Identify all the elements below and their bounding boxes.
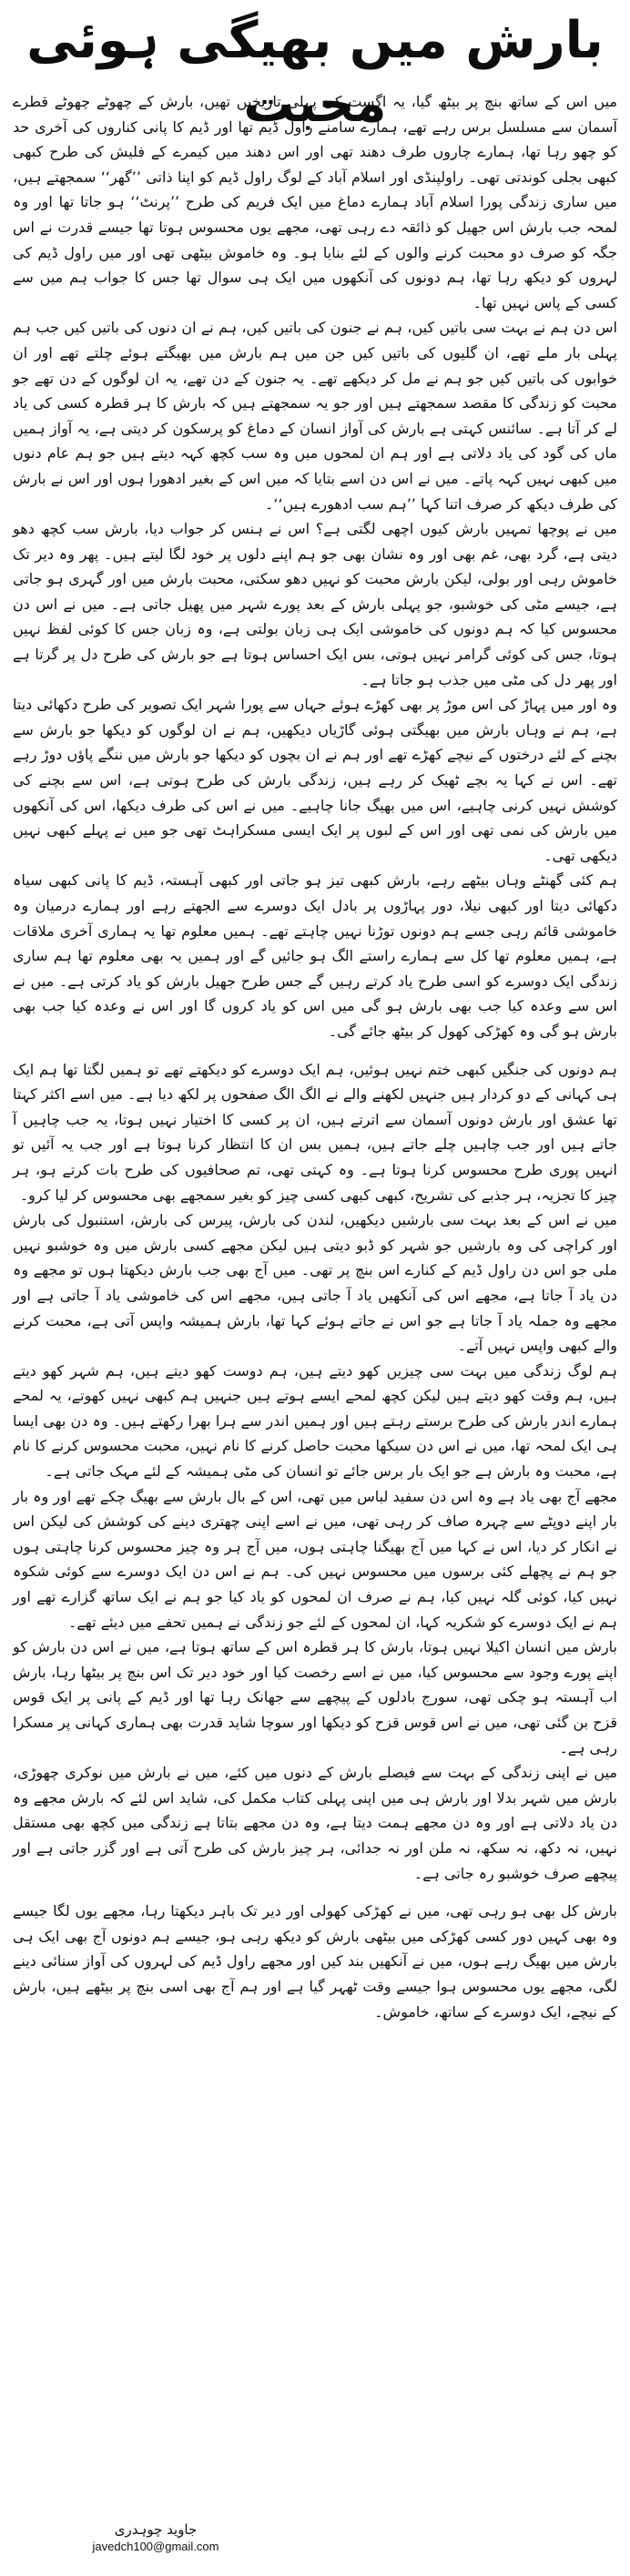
article-body bbox=[13, 89, 617, 2024]
author-name: جاوید چوہدری bbox=[114, 2521, 198, 2538]
article-paragraph: بارش میں انسان اکیلا نہیں ہوتا، بارش کا ہر قطرہ اس کے ساتھ ہوتا ہے، میں نے اس دن بارش کو اپنے پورے وجود سے محسوس کیا، میں نے اسے رخصت کیا اور خود دیر تک اس بنچ پر بیٹھا رہا، بارش اب آہستہ ہو چکی تھی، سورج بادلوں کے پیچھے سے جھانک رہا تھا اور ڈیم کے پانی پر ایک قوس قزح بن گئی تھی، میں نے اس قوس قزح کو دیکھا اور سوچا شاید قدرت بھی ہماری کہانی پر مسکرا رہی ہے۔ bbox=[13, 1638, 617, 1756]
article-paragraph: ہم کئی گھنٹے وہاں بیٹھے رہے، بارش کبھی تیز ہو جاتی اور کبھی آہستہ، ڈیم کا پانی کبھی سیاہ دکھائی دیتا اور کبھی نیلا، دور پہاڑوں پر بادل ایک دوسرے سے الجھتے رہے اور ہمارے درمیان وہ خاموشی قائم رہی جسے ہم دونوں توڑنا نہیں چاہتے تھے۔ ہمیں معلوم تھا یہ ہماری آخری ملاقات ہے، ہمیں معلوم تھا کل سے ہمارے راستے الگ ہو جائیں گے اور ہمیں یہ بھی معلوم تھا ہم ساری زندگی ایک دوسرے کو اسی طرح یاد کرتے رہیں گے جس طرح جھیل بارش کو یاد کرتی ہے۔ میں نے اس سے وعدہ کیا جب بھی بارش ہو گی میں اس کو یاد کروں گا اور اس نے وعدہ کیا جب بھی بارش ہو گی وہ کھڑکی کھول کر بیٹھ جائے گی۔ bbox=[13, 871, 618, 1040]
article-paragraph: اس دن ہم نے بہت سی باتیں کیں، ہم نے جنون کی باتیں کیں، ہم نے ان دنوں کی باتیں کیں جب ہم پہلی بار ملے تھے، ان گلیوں کی باتیں کیں جن میں ہم بارش میں بھیگتے ہوئے چلتے تھے اور ان خوابوں کی باتیں کیں جو ہم نے مل کر دیکھے تھے۔ یہ جنون کے دن تھے، یہ ان لوگوں کے دن تھے جو محبت کو زندگی کا مقصد سمجھتے ہیں اور جو یہ سمجھتے ہیں کہ بارش کا ہر قطرہ کسی کی یاد لے کر آتا ہے۔ سائنس کہتی ہے بارش کی آواز انسان کے دماغ کو پرسکون کر دیتی ہے، یہ آواز ہمیں ماں کی گود کی یاد دلاتی ہے اور ہم ان لمحوں میں وہ سب کچھ کہہ دیتے ہیں جو ہم عام دنوں میں کبھی نہیں کہہ پاتے۔ میں نے اس دن اسے بتایا کہ میں اس کے بغیر ادھورا ہوں اور اس نے بارش کی طرف دیکھ کر صرف اتنا کہا ’’ہم سب ادھورے ہیں‘‘۔ bbox=[13, 319, 618, 513]
article-paragraph: مجھے آج بھی یاد ہے وہ اس دن سفید لباس میں تھی، اس کے بال بارش سے بھیگ چکے تھے اور وہ بار بار اپنے دوپٹے سے چہرہ صاف کر رہی تھی، میں نے اسے اپنی چھتری دینے کی کوشش کی لیکن اس نے انکار کر دیا، اس نے کہا میں آج بھیگنا چاہتی ہوں، میں آج ہر وہ چیز محسوس کرنا چاہتی ہوں جو ہم نے پچھلے کئی برسوں میں محسوس نہیں کی۔ ہم نے اس دن ایک دوسرے سے کوئی شکوہ نہیں کیا، کوئی گلہ نہیں کیا، ہم نے صرف ان لمحوں کو یاد کیا جو ہم نے ایک ساتھ گزارے تھے اور ہم نے ایک دوسرے کو شکریہ کہا، ان لمحوں کے لئے جو زندگی نے ہمیں تحفے میں دیئے تھے۔ bbox=[13, 1487, 617, 1631]
author-signature bbox=[87, 2520, 224, 2555]
article-paragraph: میں اس کے ساتھ بنچ پر بیٹھ گیا، یہ اگست کی پہلی تاریخیں تھیں، بارش کے چھوٹے چھوٹے قطرے آسمان سے مسلسل برس رہے تھے، ہمارے سامنے راول ڈیم تھا اور ڈیم کا پانی کناروں کی آخری حد کو چھو رہا تھا، ہمارے چاروں طرف دھند تھی اور اس دھند میں کیمرے کے فلیش کی طرح کبھی کبھی بجلی کوندتی تھی۔ راولپنڈی اور اسلام آباد کے لوگ راول ڈیم کو اپنا ذاتی ’’گھر‘‘ سمجھتے ہیں، میں ساری زندگی پورا اسلام آباد ہمارے دماغ میں ایک فریم کی طرح ’’پرنٹ‘‘ ہو جاتا تھا اور وہ لمحہ جب بارش اس جھیل کو ذائقہ دے رہی تھی، مجھے یوں محسوس ہوتا تھا جیسے قدرت نے اس جگہ کو صرف دو محبت کرنے والوں کے لئے بنایا ہو۔ وہ خاموش بیٹھی تھی اور میں راول ڈیم کی لہروں کو دیکھ رہا تھا، ہم دونوں کی آنکھوں میں ایک ہی سوال تھا جس کا جواب ہم میں سے کسی کے پاس نہیں تھا۔ bbox=[13, 93, 617, 311]
article-paragraph: میں نے پوچھا تمہیں بارش کیوں اچھی لگتی ہے؟ اس نے ہنس کر جواب دیا، بارش سب کچھ دھو دیتی ہے، گرد بھی، غم بھی اور وہ نشان بھی جو ہم اپنے دلوں پر خود لگا لیتے ہیں۔ پھر وہ دیر تک خاموش رہی اور بولی، لیکن بارش محبت کو نہیں دھو سکتی، محبت بارش میں اور گہری ہو جاتی ہے، جیسے مٹی کی خوشبو، جو پہلی بارش کے بعد پورے شہر میں پھیل جاتی ہے۔ میں نے اس دن محسوس کیا کہ ہم دونوں کی خاموشی ایک ہی زبان بولتی ہے، وہ زبان جس کا کوئی لفظ نہیں ہوتا، جس کی کوئی گرامر نہیں ہوتی، بس ایک احساس ہوتا ہے جو بارش کی طرح دل پر گرتا ہے اور پھر دل کی مٹی میں جذب ہو جاتا ہے۔ bbox=[13, 520, 617, 688]
author-email: javedch100@gmail.com bbox=[92, 2540, 219, 2553]
article-paragraph: میں نے اس کے بعد بہت سی بارشیں دیکھیں، لندن کی بارش، پیرس کی بارش، استنبول کی بارش اور کراچی کی وہ بارشیں جو شہر کو ڈبو دیتی ہیں لیکن مجھے کسی بارش میں وہ خوشبو نہیں ملی جو اس دن راول ڈیم کے کنارے اس بنچ پر تھی۔ میں آج بھی جب بارش دیکھتا ہوں تو مجھے وہ دن یاد آ جاتا ہے، مجھے اس کی آنکھیں یاد آ جاتی ہیں، مجھے اس کی خاموشی یاد آ جاتی ہے اور مجھے وہ جملہ یاد آ جاتا ہے جو اس نے جاتے ہوئے کہا تھا، بارش ہمیشہ واپس آتی ہے، محبت کرنے والے کبھی واپس نہیں آتے۔ bbox=[13, 1211, 617, 1355]
article-paragraph: ہم لوگ زندگی میں بہت سی چیزیں کھو دیتے ہیں، ہم دوست کھو دیتے ہیں، ہم شہر کھو دیتے ہیں، ہم وقت کھو دیتے ہیں لیکن کچھ لمحے ایسے ہوتے ہیں جنہیں ہم کبھی نہیں کھوتے، یہ لمحے ہمارے اندر بارش کی طرح برستے رہتے ہیں اور ہمیں اندر سے ہرا بھرا رکھتے ہیں۔ وہ دن بھی ایسا ہی ایک لمحہ تھا، میں نے اس دن سیکھا محبت حاصل کرنے کا نام نہیں، محبت محسوس کرنے کا نام ہے، محبت وہ بارش ہے جو ایک بار برس جائے تو انسان کی مٹی ہمیشہ کے لئے مہک جاتی ہے۔ bbox=[13, 1361, 617, 1481]
article-headline: بارش میں بھیگی ہوئی محبت bbox=[26, 11, 604, 134]
article-paragraph: بارش کل بھی ہو رہی تھی، میں نے کھڑکی کھولی اور دیر تک باہر دیکھتا رہا، مجھے یوں لگا جیسے وہ بھی کہیں دور کسی کھڑکی میں بیٹھی بارش کو دیکھ رہی ہو، جیسے ہم دونوں آج بھی ایک ہی بارش میں بھیگ رہے ہوں، میں نے آنکھیں بند کیں اور مجھے راول ڈیم کی لہروں کی آواز سنائی دینے لگی، مجھے یوں محسوس ہوا جیسے وقت ٹھہر گیا ہے اور ہم آج بھی اسی بنچ پر بیٹھے ہیں، بارش کے نیچے، ایک دوسرے کے ساتھ، خاموش۔ bbox=[13, 1902, 617, 2021]
article-paragraph: میں نے اپنی زندگی کے بہت سے فیصلے بارش کے دنوں میں کئے، میں نے بارش میں نوکری چھوڑی، بارش میں شہر بدلا اور بارش ہی میں اپنی پہلی کتاب مکمل کی، شاید اس لئے کہ بارش مجھے وہ دن یاد دلاتی ہے اور وہ دن مجھے ہمت دیتا ہے، وہ دن مجھے بتاتا ہے زندگی میں کچھ بھی مستقل نہیں، نہ دکھ، نہ سکھ، نہ ملن اور نہ جدائی، ہر چیز بارش کی طرح آتی ہے اور گزر جاتی ہے اور پیچھے صرف خوشبو رہ جاتی ہے۔ bbox=[13, 1764, 617, 1882]
article-paragraph: ہم دونوں کی جنگیں کبھی ختم نہیں ہوئیں، ہم ایک دوسرے کو دیکھتے تھے تو ہمیں لگتا تھا ہم ایک ہی کہانی کے دو کردار ہیں جنہیں لکھنے والے نے الگ الگ صفحوں پر لکھ دیا ہے۔ میں اسے اکثر کہتا تھا عشق اور بارش دونوں آسمان سے اترتے ہیں، ان پر کسی کا اختیار نہیں ہوتا، یہ جب چاہیں آ جاتے ہیں اور جب چاہیں چلے جاتے ہیں، ہمیں بس ان کا انتظار کرنا ہوتا ہے اور جب یہ آئیں تو انہیں پوری طرح محسوس کرنا ہوتا ہے۔ وہ کہتی تھی، تم صحافیوں کی طرح بات کرتے ہو، ہر چیز کا تجزیہ، ہر جذبے کی تشریح، کبھی کبھی کسی چیز کو بغیر سمجھے بھی محسوس کر لیا کرو۔ bbox=[13, 1060, 617, 1204]
article-paragraph: وہ اور میں پہاڑ کی اس موڑ پر بھی کھڑے ہوئے جہاں سے پورا شہر ایک تصویر کی طرح دکھائی دیتا ہے، ہم نے وہاں بارش میں بھیگتی ہوئی گاڑیاں دیکھیں، ہم نے ان لوگوں کو دیکھا جو بارش سے بچنے کے لئے درختوں کے نیچے کھڑے تھے اور ہم نے ان بچوں کو دیکھا جو بارش میں ننگے پاؤں دوڑ رہے تھے۔ اس نے کہا یہ بچے ٹھیک کر رہے ہیں، زندگی بارش کی طرح ہوتی ہے، اس سے بچنے کی کوشش نہیں کرنی چاہیے، اس میں بھیگ جانا چاہیے۔ میں نے اس کی طرف دیکھا، اس کی آنکھوں میں بارش کی نمی تھی اور اس کے لبوں پر ایک ایسی مسکراہٹ تھی جو میں نے پہلے کبھی نہیں دیکھی تھی۔ bbox=[13, 696, 617, 864]
